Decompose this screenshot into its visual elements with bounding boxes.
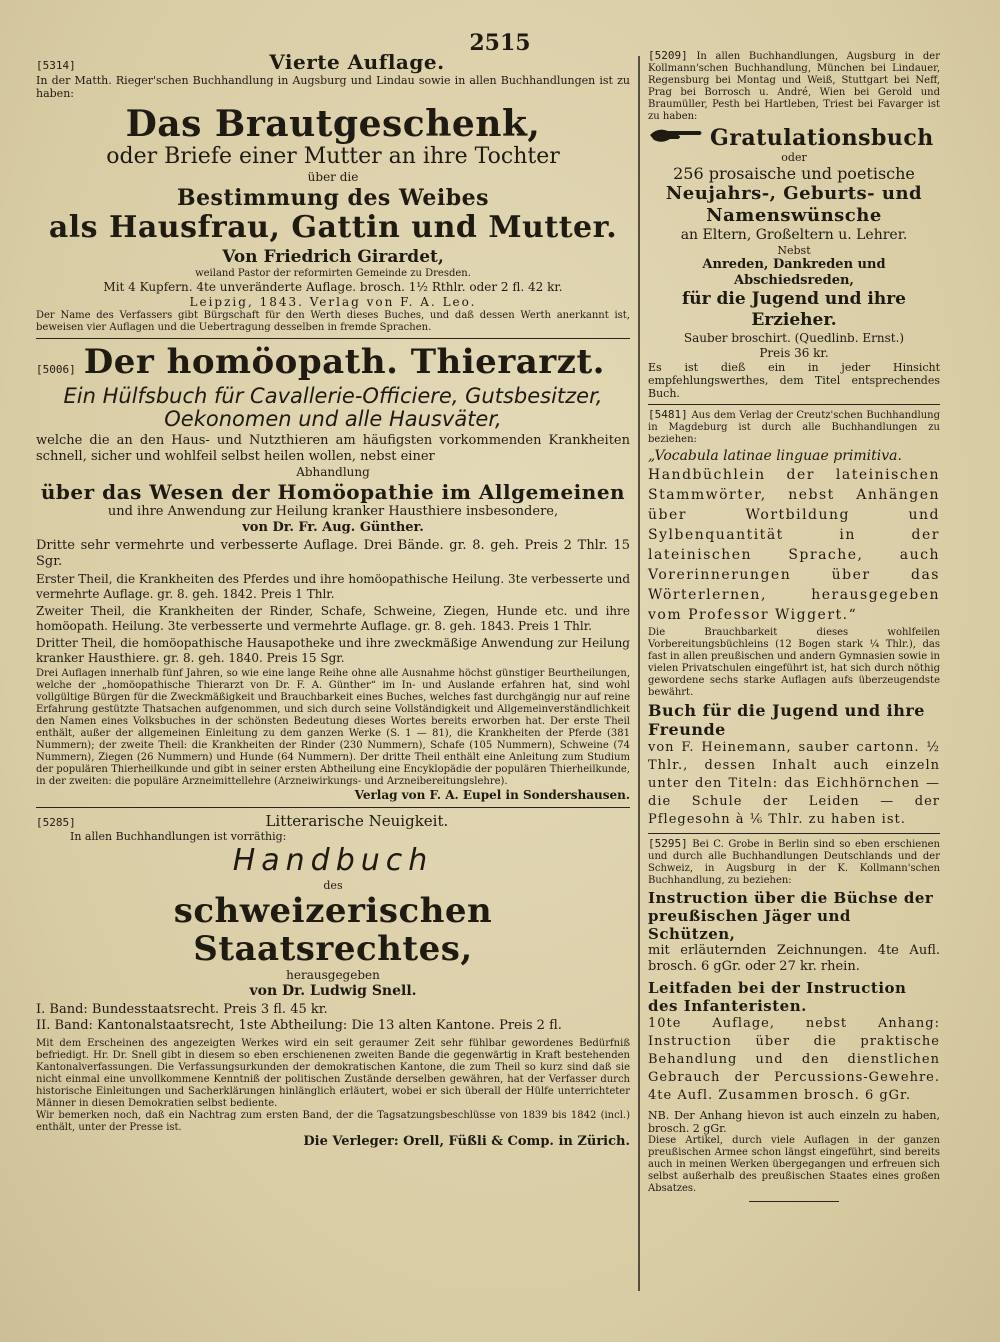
herausgegeben-label: herausgegeben bbox=[286, 968, 380, 982]
ad-nb: NB. Der Anhang hievon ist auch einzeln zu haben, brosch. 2 gGr. bbox=[648, 1109, 940, 1135]
book-description: von F. Heinemann, sauber cartonn. ½ Thlr., dessen Inhalt auch einzeln unter den Titeln: das Eichhörnchen — die Schule der Leiden — der Pflegesohn à ⅙ Thlr. zu haben ist. bbox=[648, 740, 940, 827]
des-label: des bbox=[323, 879, 343, 892]
book-subtitle: Neujahrs-, Geburts- und Namenswünsche bbox=[665, 183, 923, 226]
book-subtitle-connector: über die bbox=[307, 170, 359, 184]
left-column bbox=[36, 50, 630, 1150]
book-details: Mit 4 Kupfern. 4te unveränderte Auflage. brosch. 1½ Rthlr. oder 2 fl. 42 kr. bbox=[103, 280, 563, 294]
ad-intro bbox=[648, 50, 940, 123]
ad-heading: Litterarische Neuigkeit. bbox=[265, 812, 449, 830]
book-title: Gratulationsbuch bbox=[710, 125, 934, 151]
ad-note: Der Name des Verfassers gibt Bürgschaft für den Werth dieses Buches, und daß dessen Werth anerkannt ist, beweisen vier Auflagen und die Uebertragung desselben in fremde Sprachen. bbox=[36, 310, 630, 333]
book-title: schweizerischen Staatsrechtes, bbox=[173, 891, 493, 969]
ad-separator bbox=[36, 338, 630, 339]
ad-intro: In der Matth. Rieger'schen Buchhandlung in Augsburg und Lindau sowie in allen Buchhandlungen ist zu haben: bbox=[36, 74, 630, 100]
book-subtitle: als Hausfrau, Gattin und Mutter. bbox=[48, 210, 618, 245]
book-author: Von Friedrich Girardet, bbox=[222, 247, 444, 267]
book-title: „Vocabula latinae linguae primitiva. bbox=[648, 448, 902, 464]
book-title: Der homöopath. Thierarzt. bbox=[83, 342, 606, 382]
edition-heading: Vierte Auflage. bbox=[269, 50, 445, 74]
book-description: mit erläuternden Zeichnungen. 4te Aufl. brosch. 6 gGr. oder 27 kr. rhein. bbox=[648, 943, 940, 974]
ad-reference: [5285] bbox=[36, 816, 76, 829]
book-imprint: Leipzig, 1843. Verlag von F. A. Leo. bbox=[189, 295, 477, 309]
book-title: Leitfaden bei der Instruction des Infanteristen. bbox=[648, 979, 907, 1015]
ad-staatsrecht bbox=[36, 812, 630, 1150]
nebst-label: Nebst bbox=[777, 244, 811, 257]
ad-reference: [5006] bbox=[36, 363, 76, 376]
ad-title-row bbox=[648, 125, 940, 151]
book-subtitle: 256 prosaische und poetische bbox=[673, 164, 915, 183]
page-number: 2515 bbox=[469, 30, 531, 56]
ad-separator bbox=[36, 807, 630, 808]
ad-intro: In allen Buchhandlungen ist vorräthig: bbox=[70, 830, 287, 843]
book-author: von Dr. Ludwig Snell. bbox=[249, 983, 417, 999]
author-note: weiland Pastor der reformirten Gemeinde zu Dresden. bbox=[195, 268, 471, 279]
ad-note: Diese Artikel, durch viele Auflagen in der ganzen preußischen Armee schon längst eingeführt, sind bereits auch in meinen Werken übergegangen und erfreuen sich selbst außerhalb des preußischen Staates eines großen Absatzes. bbox=[648, 1135, 940, 1194]
ad-intro-text: Aus dem Verlag der Creutz'schen Buchhandlung in Magdeburg ist durch alle Buchhandlungen zu beziehen: bbox=[648, 410, 940, 445]
ad-reference: [5481] bbox=[648, 408, 688, 421]
ad-gratulationsbuch bbox=[648, 50, 940, 400]
book-title: Buch für die Jugend und ihre Freunde bbox=[648, 701, 925, 739]
book-description: 10te Auflage, nebst Anhang: Instruction über die praktische Behandlung und den dienstlichen Gebrauch der Percussions-Gewehre. 4te Aufl. Zusammen brosch. 6 gGr. bbox=[648, 1016, 940, 1103]
book-subtitle: an Eltern, Großeltern u. Lehrer. bbox=[680, 227, 908, 243]
book-subtitle: Bestimmung des Weibes bbox=[176, 185, 490, 211]
end-rule bbox=[749, 1201, 839, 1202]
book-subtitle-script: Oekonomen und alle Hausväter, bbox=[164, 407, 502, 431]
ad-reference: [5314] bbox=[36, 59, 76, 72]
volume-2: II. Band: Kantonalstaatsrecht, 1ste Abtheilung: Die 13 alten Kantone. Preis 2 fl. bbox=[36, 1018, 562, 1033]
book-title-script: Handbuch bbox=[232, 843, 434, 878]
book-title: Instruction über die Büchse der preußischen Jäger und Schützen, bbox=[648, 889, 934, 943]
ad-note-2: Wir bemerken noch, daß ein Nachtrag zum ersten Band, der die Tagsatzungsbeschlüsse von 1839 bis 1842 (incl.) enthält, unter der Presse ist. bbox=[36, 1110, 630, 1133]
ad-thierarzt bbox=[36, 343, 630, 803]
book-title: Das Brautgeschenk, bbox=[125, 103, 541, 145]
book-publisher: Sauber broschirt. (Quedlinb. Ernst.) bbox=[683, 331, 905, 345]
book-topic-sub: und ihre Anwendung zur Heilung kranker Hausthiere insbesondere, bbox=[107, 504, 559, 519]
volume-part-1: Erster Theil, die Krankheiten des Pferdes und ihre homöopathische Heilung. 3te verbesserte und vermehrte Auflage. gr. 8. geh. 1842. Preis 1 Thlr. bbox=[36, 572, 630, 601]
pointing-hand-icon bbox=[648, 125, 704, 149]
book-author: von Dr. Fr. Aug. Günther. bbox=[242, 520, 424, 535]
volume-part-2: Zweiter Theil, die Krankheiten der Rinder, Schafe, Schweine, Ziegen, Hunde etc. und ihre homöopath. Heilung. 3te verbesserte und vermehrte Auflage. gr. 8. geh. 1843. Preis 1 Thlr. bbox=[36, 604, 630, 633]
volume-part-3: Dritter Theil, die homöopathische Hausapotheke und ihre zweckmäßige Anwendung zur Heilung kranker Hausthiere. gr. 8. geh. 1840. Preis 15 Sgr. bbox=[36, 636, 630, 665]
ad-vocabula bbox=[648, 409, 940, 829]
ad-header bbox=[36, 50, 630, 74]
column-divider bbox=[638, 56, 640, 1291]
ad-note: Die Brauchbarkeit dieses wohlfeilen Vorbereitungsbüchleins (12 Bogen stark ¼ Thlr.), das fast in allen preußischen und andern Gymnasien sowie in vielen Privatschulen eingeführt ist, hat sich durch nöthig gewordene sechs starke Auflagen aufs überzeugendste bewährt. bbox=[648, 627, 940, 698]
book-subtitle: für die Jugend und ihre Erzieher. bbox=[681, 289, 906, 330]
ad-intro-text: In allen Buchhandlungen, Augsburg in der Kollmann'schen Buchhandlung, München bei Lindauer, Regensburg bei Montag und Weiß, Stuttgart bei Neff, Prag bei Borrosch u. André, Wien bei Gerold und Braumüller, Pesth bei Hartleben, Triest bei Favarger ist zu haben: bbox=[648, 51, 940, 122]
ad-header bbox=[36, 343, 630, 381]
ad-intro-text: Bei C. Grobe in Berlin sind so eben erschienen und durch alle Buchhandlungen Deutschlands und der Schweiz, in Augsburg in der K. Kollmann'schen Buchhandlung, zu beziehen: bbox=[648, 839, 940, 886]
right-column bbox=[648, 50, 940, 1208]
ad-separator bbox=[648, 833, 940, 834]
ad-brautgeschenk bbox=[36, 50, 630, 334]
ad-reference: [5209] bbox=[648, 49, 688, 62]
ad-reference: [5295] bbox=[648, 837, 688, 850]
book-price: Preis 36 kr. bbox=[759, 346, 829, 360]
ad-instruction bbox=[648, 838, 940, 1202]
ad-note: Drei Auflagen innerhalb fünf Jahren, so wie eine lange Reihe ohne alle Ausnahme höchst günstiger Beurtheilungen, welche der „homöopathische Thierarzt von Dr. F. A. Günther“ im In- und Auslande erfahren hat, sind wohl vollgültige Bürgen für die Zweckmäßigkeit und Brauchbarkeit eines Buches, welches fast durchgängig nur auf reine Erfahrung gestützte Thatsachen aufgenommen, und sich durch seine Vollständigkeit und Allgemeinverständlichkeit den Namen eines Volksbuches in der schönsten Bedeutung dieses Wortes bereits erworben hat. Der erste Theil enthält, außer der allgemeinen Einleitung zu dem ganzen Werke (S. 1 — 81), die Krankheiten der Pferde (381 Nummern); der zweite Theil: die Krankheiten der Rinder (230 Nummern), Schafe (105 Nummern), Schweine (74 Nummern), Ziegen (26 Nummern) und Hunde (64 Nummern). Der dritte Theil enthält eine Anleitung zum Studium der populären Thierheilkunde und gibt in seiner ersten Abtheilung eine Encyklopädie der populären Thierheilkunde, in der zweiten: die populäre Arzneimittellehre (Arzneiwirkungs- und Arzneibereitungslehre). bbox=[36, 668, 630, 787]
book-imprint: Die Verleger: Orell, Füßli & Comp. in Zürich. bbox=[303, 1134, 630, 1149]
book-subtitle: oder Briefe einer Mutter an ihre Tochter bbox=[106, 144, 560, 169]
ad-header bbox=[36, 812, 630, 830]
book-edition: Dritte sehr vermehrte und verbesserte Auflage. Drei Bände. gr. 8. geh. Preis 2 Thlr. 15 Sgr. bbox=[36, 538, 630, 569]
book-imprint: Verlag von F. A. Eupel in Sondershausen. bbox=[354, 788, 630, 802]
ad-note: Mit dem Erscheinen des angezeigten Werkes wird ein seit geraumer Zeit sehr fühlbar gewordenes Bedürfniß befriedigt. Hr. Dr. Snell gibt in diesem so eben erschienenen zweiten Bande die gegenwärtig in Kraft bestehenden Kantonalverfassungen. Die Verfassungsurkunden der demokratischen Kantone, die zum Theil so kurz sind daß sie nicht einmal eine unvollkommene Kenntniß der politischen Zustände derselben gewähren, hat der Verfasser durch historische Einleitungen und Sacherklärungen hinlänglich erläutert, wobei er sich überall der Hülfe unterrichteter Männer in diesen Demokratien selbst bediente. bbox=[36, 1038, 630, 1109]
book-subtitle-script: Ein Hülfsbuch für Cavallerie-Officiere, Gutsbesitzer, bbox=[63, 384, 603, 408]
book-subtitle: Anreden, Dankreden und Abschiedsreden, bbox=[702, 257, 886, 288]
oder-label: oder bbox=[781, 151, 807, 164]
ad-intro bbox=[648, 409, 940, 446]
ad-note: Es ist dieß ein in jeder Hinsicht empfehlungswerthes, dem Titel entsprechendes Buch. bbox=[648, 361, 940, 400]
book-topic: über das Wesen der Homöopathie im Allgemeinen bbox=[40, 480, 626, 504]
book-description: Handbüchlein der lateinischen Stammwörter, nebst Anhängen über Wortbildung und Sylbenquantität in der lateinischen Sprache, auch Vorerinnerungen über das Wörterlernen, herausgegeben vom Professor Wiggert.“ bbox=[648, 467, 940, 623]
ad-intro bbox=[648, 838, 940, 887]
volume-1: I. Band: Bundesstaatsrecht. Preis 3 fl. 45 kr. bbox=[36, 1002, 328, 1017]
ad-separator bbox=[648, 404, 940, 405]
abhandlung-label: Abhandlung bbox=[296, 465, 370, 479]
book-description: welche die an den Haus- und Nutzthieren am häufigsten vorkommenden Krankheiten schnell, sicher und wohlfeil selbst heilen wollen, nebst einer bbox=[36, 433, 630, 464]
